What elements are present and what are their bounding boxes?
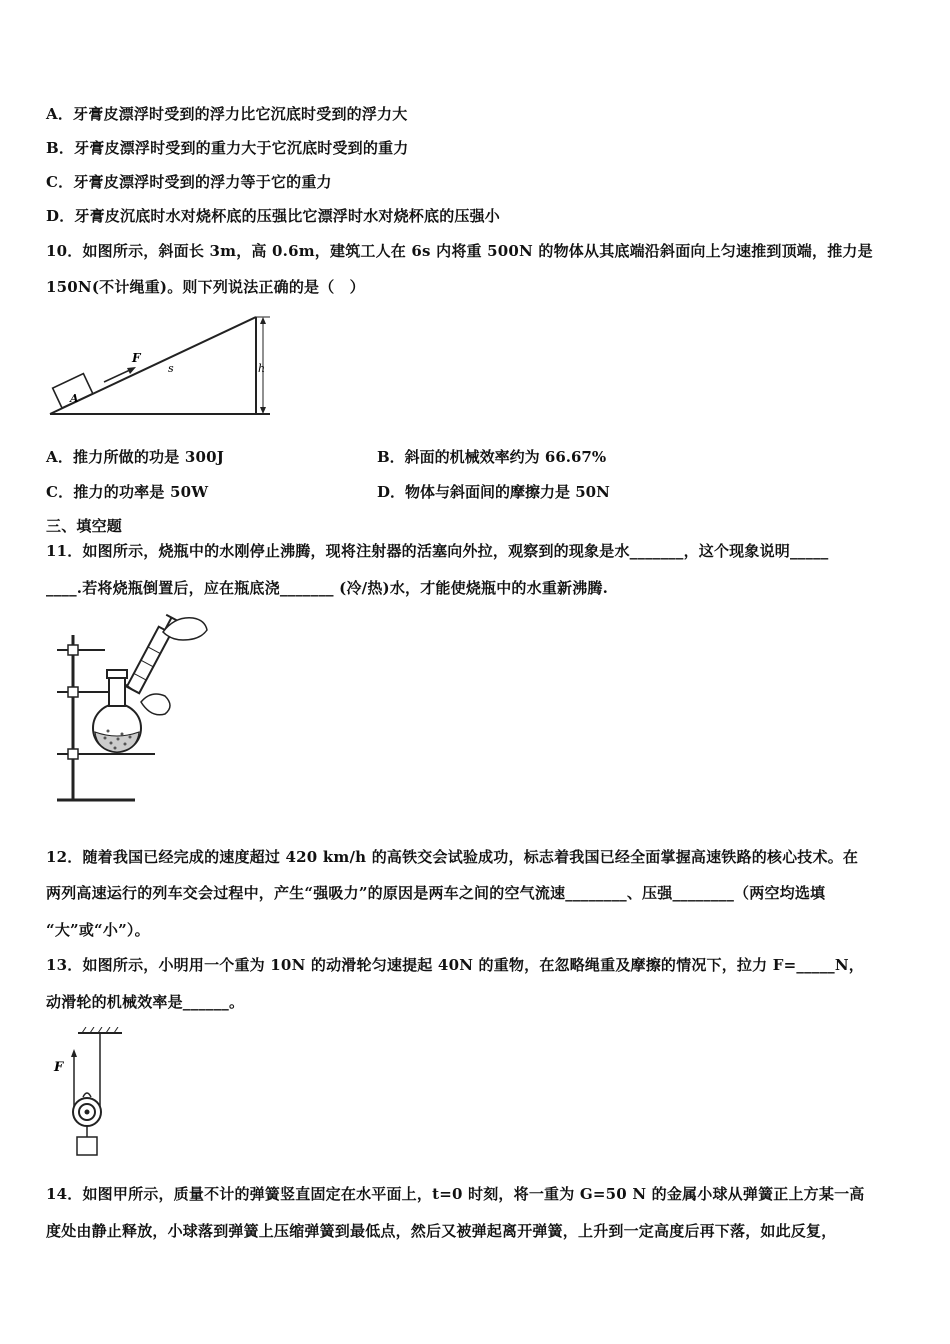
length-label: s: [168, 362, 174, 375]
q9-option-c: C．牙膏皮漂浮时受到的浮力等于它的重力: [46, 173, 332, 191]
pulley-diagram: [50, 1027, 130, 1162]
force-label: F: [132, 351, 141, 365]
pulley-force-label: F: [54, 1060, 64, 1075]
q10-stem-line2: 150N(不计绳重)。则下列说法正确的是（ ）: [46, 278, 365, 296]
flask-syringe-diagram: [55, 610, 225, 805]
q13-stem-line1: 13．如图所示，小明用一个重为 10N 的动滑轮匀速提起 40N 的重物，在忽略绳重及摩擦的情况下，拉力 F=_____N，: [46, 956, 864, 974]
q14-stem-line1: 14．如图甲所示，质量不计的弹簧竖直固定在水平面上，t=0 时刻，将一重为 G=50 N 的金属小球从弹簧正上方某一高: [46, 1185, 865, 1203]
section-heading: 三、填空题: [46, 517, 123, 535]
q12-stem-line3: “大”或“小”）。: [46, 921, 150, 939]
incline-diagram: [48, 312, 278, 422]
q10-stem-line1: 10．如图所示，斜面长 3m，高 0.6m，建筑工人在 6s 内将重 500N 的物体从其底端沿斜面向上匀速推到顶端，推力是: [46, 242, 873, 260]
q9-option-a: A．牙膏皮漂浮时受到的浮力比它沉底时受到的浮力大: [46, 105, 408, 123]
q10-option-a: A．推力所做的功是 300J: [46, 448, 225, 466]
q12-stem-line2: 两列高速运行的列车交会过程中，产生“强吸力”的原因是两车之间的空气流速________、压强________（两空均选填: [46, 884, 826, 902]
q10-option-b: B．斜面的机械效率约为 66.67%: [377, 448, 607, 466]
q9-option-d: D．牙膏皮沉底时水对烧杯底的压强比它漂浮时水对烧杯底的压强小: [46, 207, 501, 225]
height-label: h: [258, 362, 266, 375]
q9-option-b: B．牙膏皮漂浮时受到的重力大于它沉底时受到的重力: [46, 139, 409, 157]
flask-syringe-figure: [55, 610, 225, 809]
q10-option-d: D．物体与斜面间的摩擦力是 50N: [377, 483, 610, 501]
q14-stem-line2: 度处由静止释放，小球落到弹簧上压缩弹簧到最低点，然后又被弹起离开弹簧，上升到一定高度后再下落，如此反复，: [46, 1222, 837, 1240]
pulley-figure: [50, 1027, 130, 1166]
block-label: A: [70, 392, 79, 405]
q10-option-c: C．推力的功率是 50W: [46, 483, 209, 501]
q13-stem-line2: 动滑轮的机械效率是______。: [46, 993, 245, 1011]
q11-stem-line1: 11．如图所示，烧瓶中的水刚停止沸腾，现将注射器的活塞向外拉，观察到的现象是水_______，这个现象说明_____: [46, 542, 829, 560]
incline-figure: [48, 312, 278, 426]
q11-stem-line2: ____.若将烧瓶倒置后，应在瓶底浇_______ (冷/热)水，才能使烧瓶中的水重新沸腾.: [46, 579, 609, 597]
q12-stem-line1: 12．随着我国已经完成的速度超过 420 km/h 的高铁交会试验成功，标志着我国已经全面掌握高速铁路的核心技术。在: [46, 848, 859, 866]
